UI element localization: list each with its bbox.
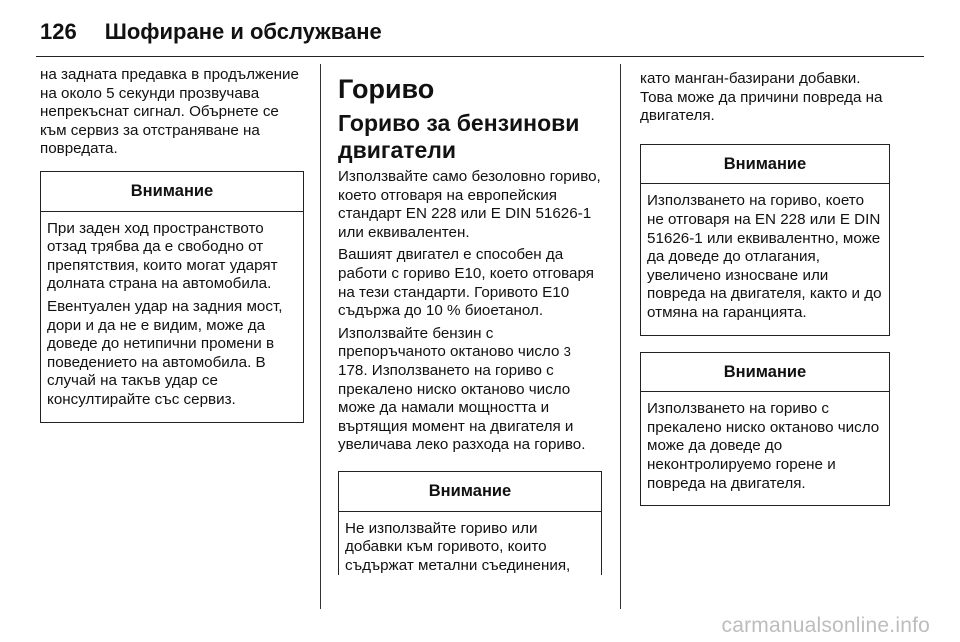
sub-section-title: Гориво за бензинови двигатели bbox=[338, 110, 580, 163]
warning-paragraph: Не използвайте гориво или добавки към горивото, които съдържат метални съединения, bbox=[345, 519, 571, 574]
warning-body bbox=[339, 512, 601, 576]
warning-paragraph: Използването на гориво, което не отговаря на EN 228 или E DIN 51626-1 или еквивалентно, може да доведе до отлагания, увеличено износване или повреда на двигателя, както и до отмяна на гаранцията. bbox=[647, 192, 882, 321]
section-title: Гориво bbox=[338, 74, 435, 104]
chapter-title: Шофиране и обслужване bbox=[104, 19, 382, 44]
header-divider bbox=[36, 56, 924, 57]
intro-paragraph: на задната предавка в продължение на около 5 секунди прозвучава непрекъснат сигнал. Обърнете се към сервиз за отстраняване на повредата. bbox=[40, 66, 299, 158]
warning-box-octane bbox=[640, 352, 890, 507]
warning-box-reverse bbox=[40, 171, 304, 423]
page-reference-icon[interactable]: 3 bbox=[563, 344, 571, 360]
warning-body bbox=[641, 392, 889, 505]
column-1 bbox=[40, 66, 304, 423]
body-paragraph: Използвайте само безоловно гориво, което отговаря на европейския стандарт EN 228 или E DIN 51626-1 или еквивалентен. bbox=[338, 168, 601, 241]
column-2 bbox=[338, 66, 602, 575]
body-paragraph: Вашият двигател е способен да работи с гориво E10, което отговаря на тези стандарти. Горивото E10 съдържа до 10 % биоетанол. bbox=[338, 246, 595, 320]
warning-heading: Внимание bbox=[641, 145, 889, 185]
warning-body bbox=[41, 212, 303, 422]
warning-paragraph: Евентуален удар на задния мост, дори и да не е видим, може да доведе до нетипични промени в поведението на автомобила. В случай на такъв удар се консултирайте със сервиз. bbox=[47, 297, 283, 408]
warning-heading: Внимание bbox=[41, 172, 303, 212]
page-header bbox=[40, 16, 920, 48]
continued-warning-text: като манган-базирани добавки. Това може да причини повреда на двигателя. bbox=[640, 70, 883, 125]
warning-heading: Внимание bbox=[641, 353, 889, 393]
column-divider-2 bbox=[620, 64, 621, 609]
warning-paragraph: При заден ход пространството отзад трябва да е свободно от препятствия, които могат ударят долната страна на автомобила. bbox=[47, 219, 278, 293]
column-divider-1 bbox=[320, 64, 321, 609]
body-text: 178. Използването на гориво с прекалено ниско октаново число може да намали мощността и въртящия момент на двигателя и увеличава леко разхода на гориво. bbox=[338, 361, 586, 454]
warning-body bbox=[641, 184, 889, 334]
watermark: carmanualsonline.info bbox=[721, 614, 930, 637]
warning-box-metal-additives bbox=[338, 471, 602, 575]
body-paragraph bbox=[338, 325, 602, 455]
body-text: Използвайте бензин с препоръчаното октаново число bbox=[338, 324, 560, 361]
warning-box-fuel-standard bbox=[640, 144, 890, 336]
warning-paragraph: Използването на гориво с прекалено ниско октаново число може да доведе до неконтролируемо горене и повреда на двигателя. bbox=[647, 400, 880, 492]
page-number: 126 bbox=[40, 19, 77, 44]
warning-heading: Внимание bbox=[339, 472, 601, 512]
column-3 bbox=[640, 70, 890, 506]
